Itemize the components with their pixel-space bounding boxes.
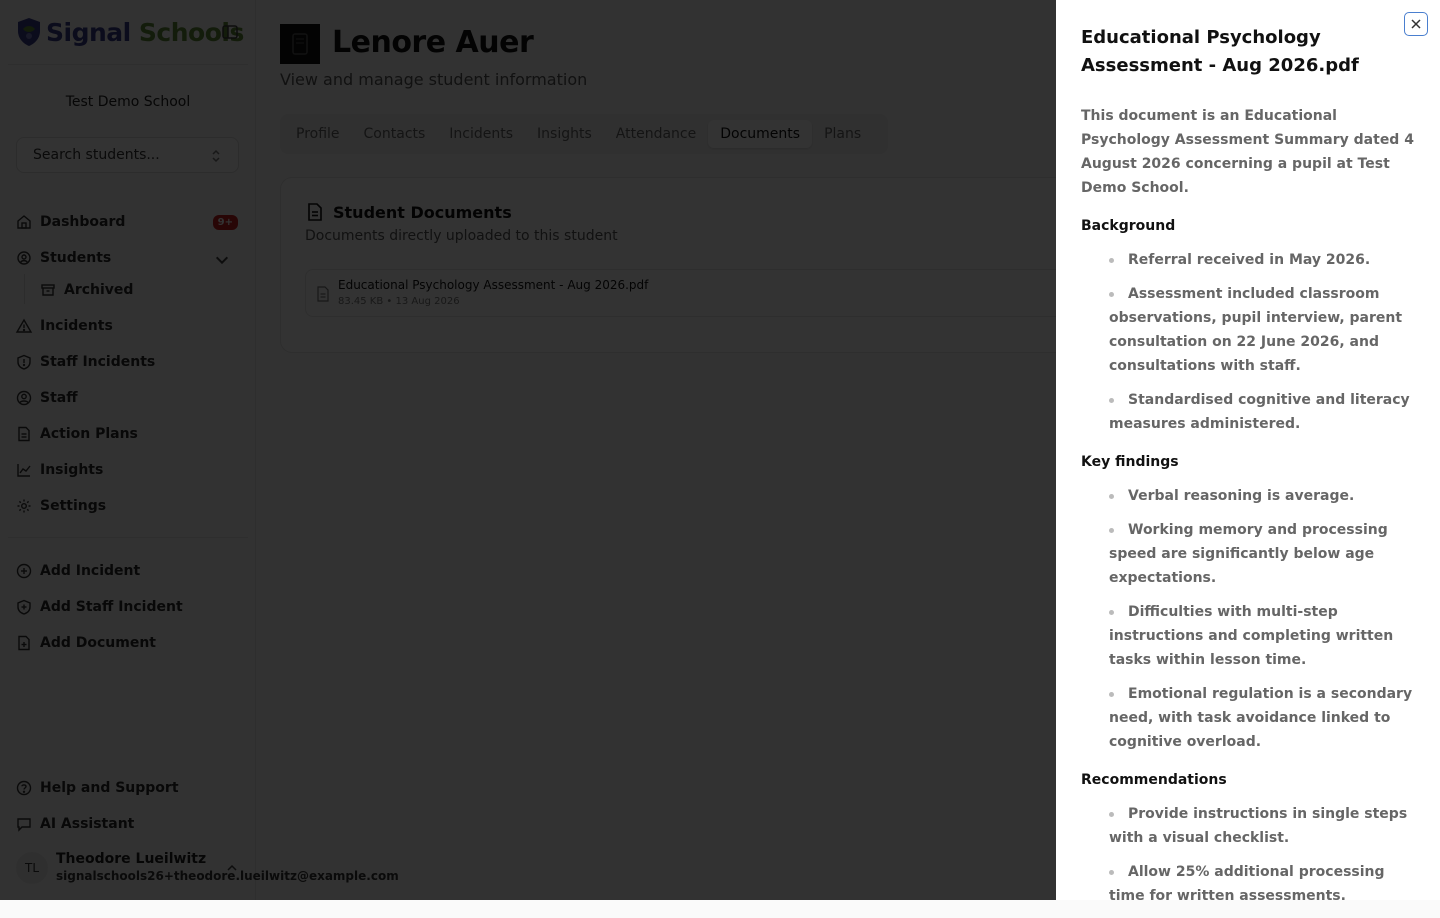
bullet-list [1081, 802, 1421, 908]
list-item: Referral received in May 2026. [1109, 248, 1421, 272]
bullet-list [1081, 248, 1421, 436]
close-button[interactable] [1404, 12, 1428, 36]
list-item: Verbal reasoning is average. [1109, 484, 1421, 508]
section-heading: Background [1081, 218, 1176, 234]
sheet-title: Educational Psychology Assessment - Aug 2026.pdf [1081, 27, 1359, 76]
close-icon [1409, 17, 1423, 31]
list-item: Emotional regulation is a secondary need, with task avoidance linked to cognitive overload. [1109, 682, 1421, 754]
list-item: Assessment included classroom observations, pupil interview, parent consultation on 22 June 2026, and consultations with staff. [1109, 282, 1421, 378]
summary-intro: This document is an Educational Psychology Assessment Summary dated 4 August 2026 concerning a pupil at Test Demo School. [1081, 108, 1414, 196]
list-item: Provide instructions in single steps with a visual checklist. [1109, 802, 1421, 850]
bullet-list [1081, 484, 1421, 754]
list-item: Standardised cognitive and literacy measures administered. [1109, 388, 1421, 436]
list-item: Difficulties with multi-step instructions and completing written tasks within lesson time. [1109, 600, 1421, 672]
list-item: Allow 25% additional processing time for written assessments. [1109, 860, 1421, 908]
sheet-body [1081, 104, 1421, 918]
document-summary-sheet [1056, 0, 1440, 904]
section-heading: Recommendations [1081, 772, 1227, 788]
list-item: Working memory and processing speed are significantly below age expectations. [1109, 518, 1421, 590]
section-heading: Key findings [1081, 454, 1179, 470]
